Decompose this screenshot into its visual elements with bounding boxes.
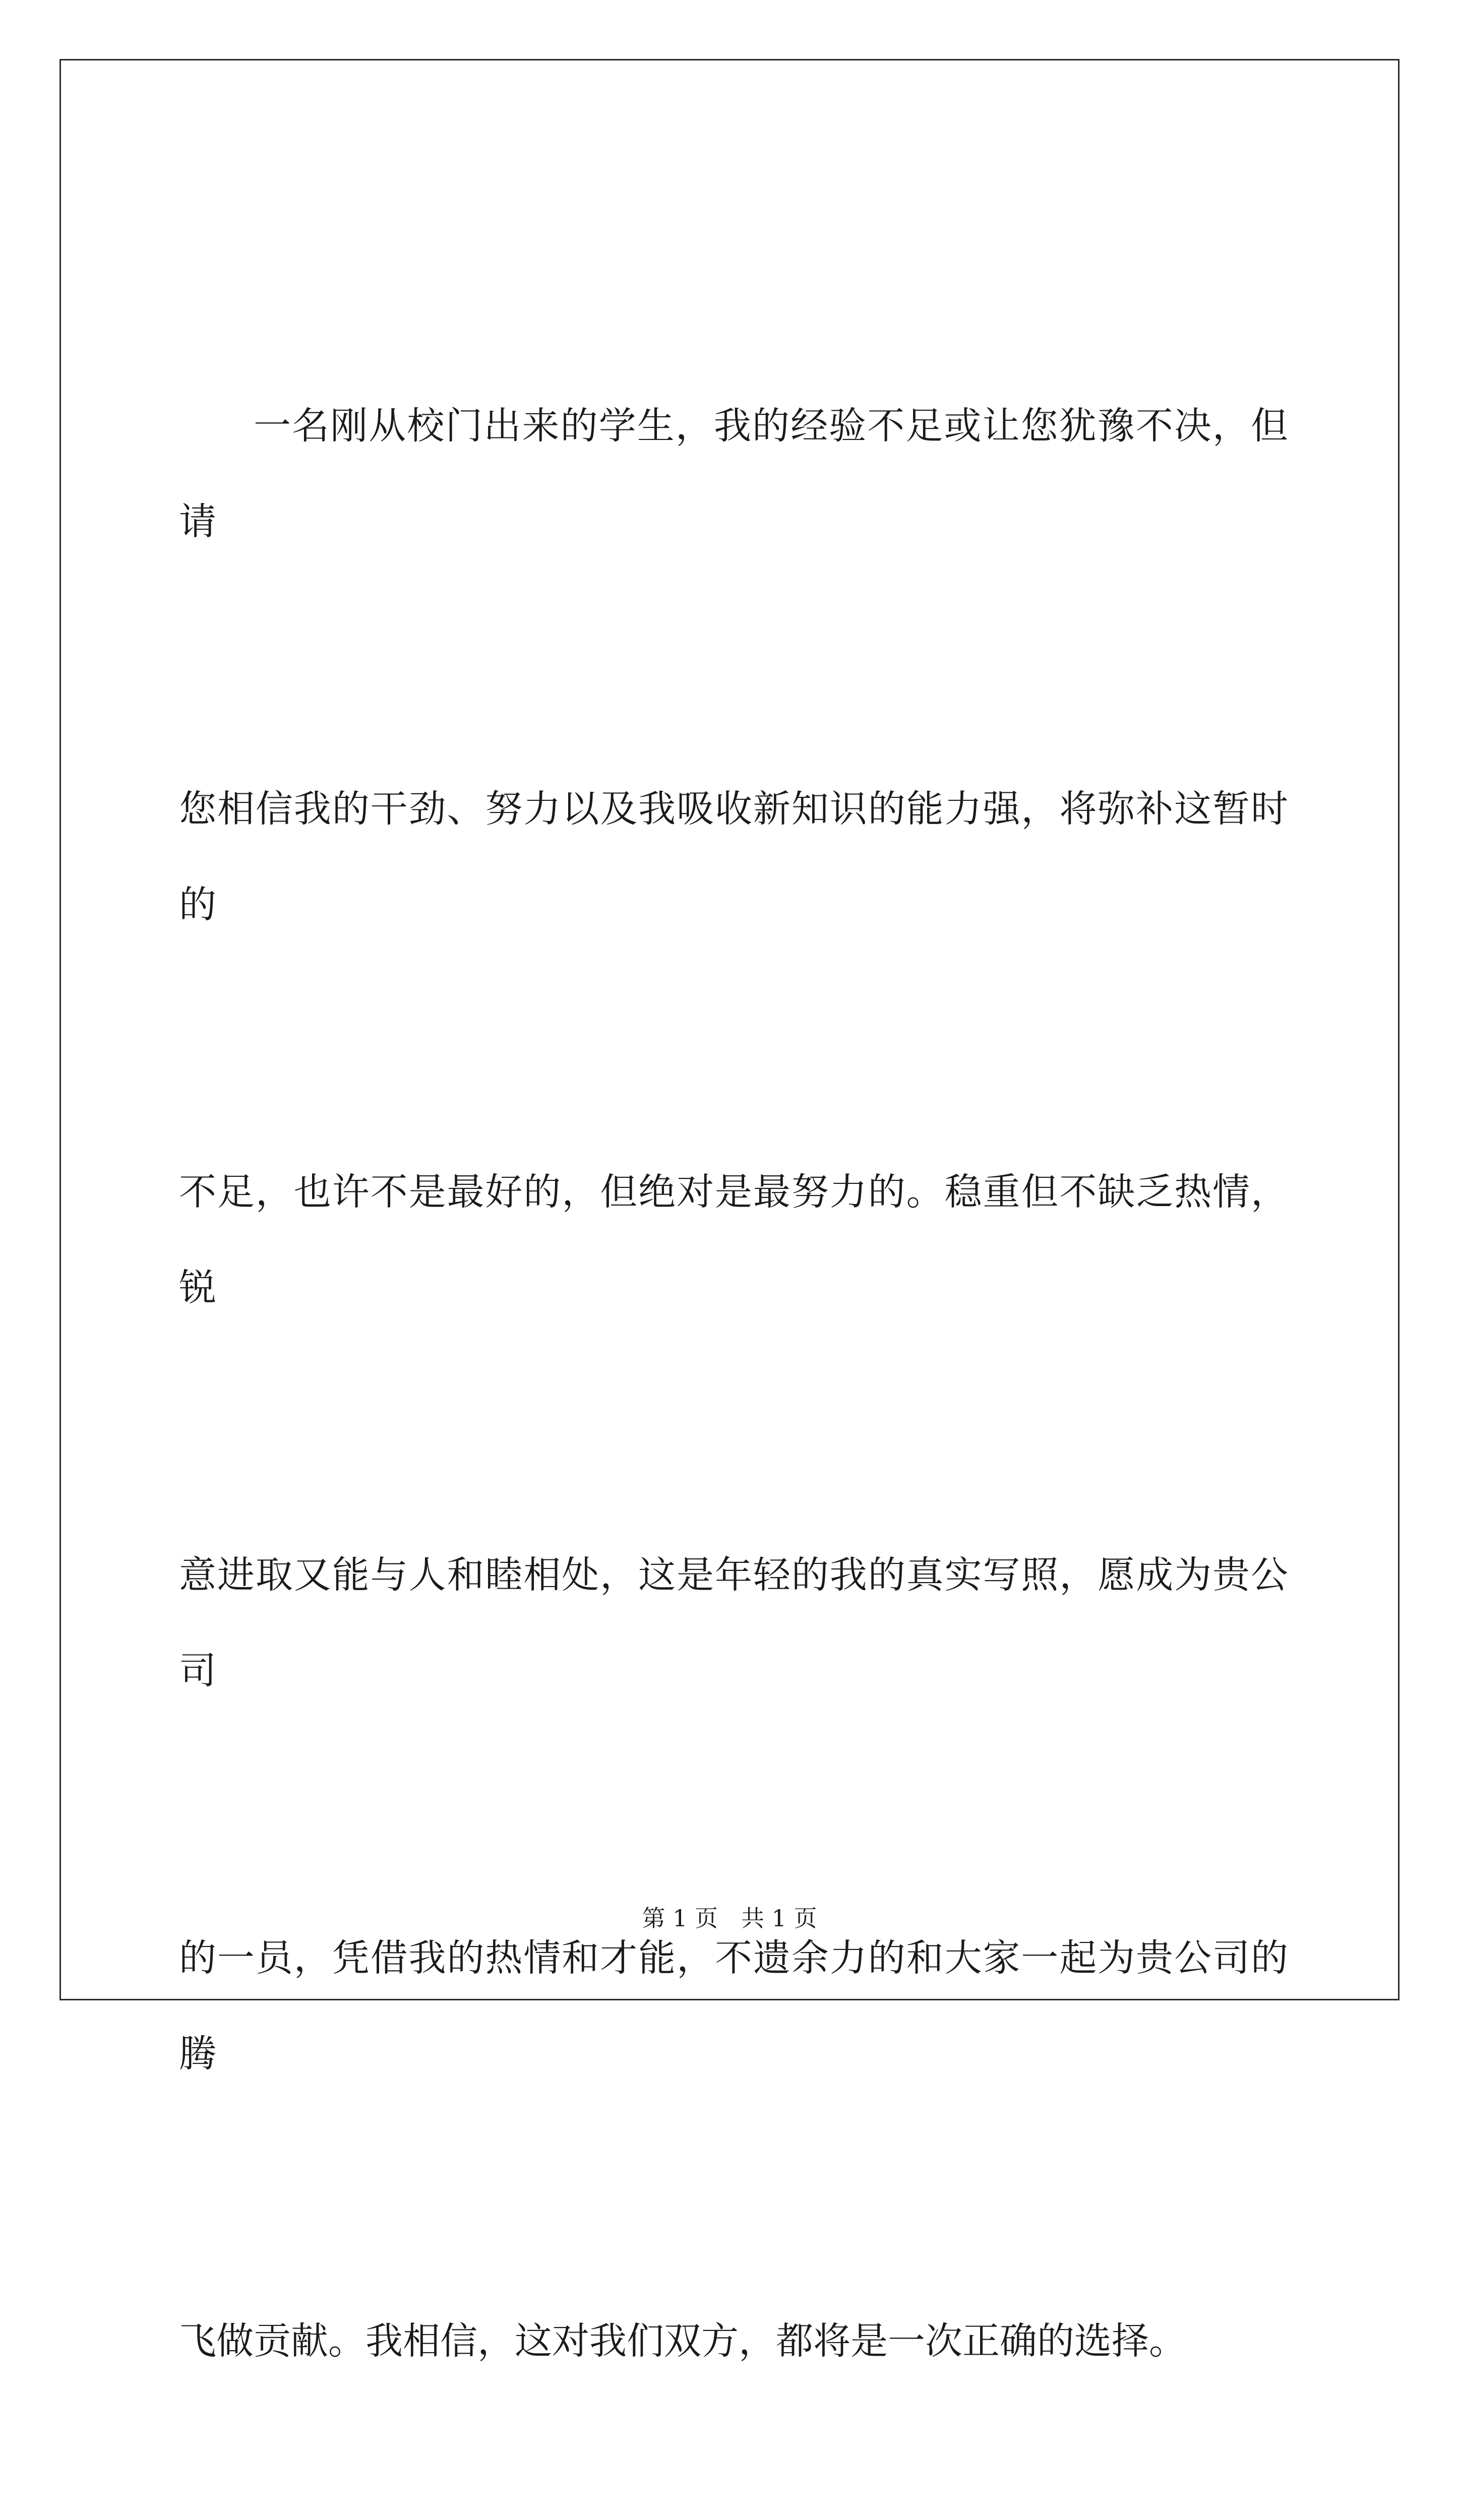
page-footer: 第 1 页 共 1 页 xyxy=(642,1905,817,1932)
text-line: 您相信我的干劲、努力以及我吸收新知识的能力强，将弥补这暂时的 xyxy=(179,787,1288,926)
text-line: 飞做贡献。我相信，这对我们双方，都将是一次正确的选择。 xyxy=(179,2319,1186,2363)
paragraph-closing-appeal xyxy=(179,186,1288,2520)
document-body xyxy=(179,186,1288,2520)
text-line: 不足，也许不是最好的，但绝对是最努力的。稳重但不缺乏热情，锐 xyxy=(179,1170,1288,1309)
text-line: 一名刚从校门出来的学生，我的经验不足或让您犹豫不决，但请 xyxy=(179,404,1288,543)
text-line: 意进取又能与人和睦相处，这是年轻的我的真实写照，愿成为贵公司 xyxy=(179,1553,1288,1692)
text-line: 的一员，凭借我的热情和才能，不遗余力的和大家一起为贵公司的腾 xyxy=(179,1936,1288,2075)
